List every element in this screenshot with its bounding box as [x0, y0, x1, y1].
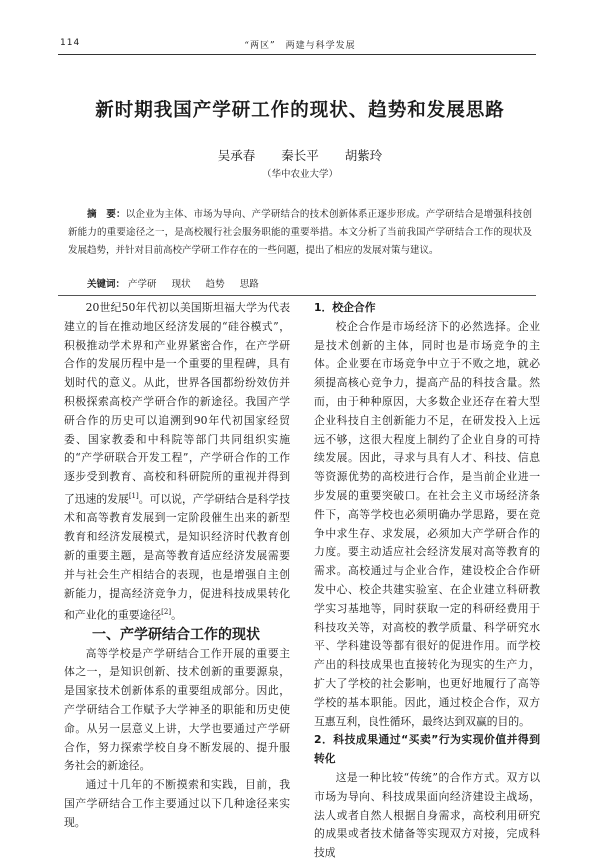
keywords [68, 276, 532, 294]
article-title: 新时期我国产学研工作的现状、趋势和发展思路 [95, 100, 505, 121]
author-name: 吴承春 [217, 148, 256, 163]
citation: [2] [161, 608, 172, 617]
running-head [60, 38, 540, 52]
paragraph: 这是一种比较“传统”的合作方式。双方以市场为导向、科技成果面向经济建设主战场，法人或者自然人根据自身需求，高校利用研究的成果或者技术储备等实现双方对接，完成科技成 [314, 770, 540, 860]
subsection-heading: 1．校企合作 [314, 301, 376, 314]
header-rule [58, 54, 536, 55]
citation: [1] [128, 491, 139, 500]
abstract-text: 以企业为主体、市场为导向、产学研结合的技术创新体系正逐步形成。产学研结合是增强科技创新能力的重要途径之一，是高校履行社会服务职能的重要举措。本文分析了当前我国产学研结合工作的现状及发展趋势，并针对目前高校产学研工作存在的一些问题，提出了相应的发展对策与建议。 [68, 209, 532, 256]
paragraph: 高等学校是产学研结合工作开展的重要主体之一，是知识创新、技术创新的重要源泉，是国家技术创新体系的重要组成部分。因此，产学研结合工作赋予大学神圣的职能和历史使命。从另一层意义上讲，大学也要通过产学研合作，努力探索学校自身不断发展的、提升服务社会的新途径。 [64, 646, 290, 773]
left-column [64, 299, 290, 833]
author-name: 胡紫玲 [344, 148, 383, 163]
abstract-divider [58, 295, 536, 296]
keyword: 产学研 [128, 279, 157, 290]
author-list [0, 146, 600, 164]
keywords-label: 关键词： [87, 279, 126, 290]
paragraph: 通过十几年的不断摸索和实践，目前，我国产学研结合工作主要通过以下几种途径来实现。 [64, 778, 290, 829]
abstract-label: 摘 要： [87, 209, 126, 220]
section-heading: 一、产学研结合工作的现状 [92, 626, 260, 643]
author-name: 秦长平 [281, 148, 319, 163]
page-number: 114 [60, 38, 81, 48]
journal-title: “两区” 两建与科学发展 [244, 41, 356, 51]
keyword: 趋势 [205, 279, 225, 290]
affiliation: （华中农业大学） [261, 169, 338, 180]
paragraph: 校企合作是市场经济下的必然选择。企业是技术创新的主体，同时也是市场竞争的主体。企业要在市场竞争中立于不败之地，就必须提高核心竞争力，提高产品的科技含量。然而，由于种种原因，大多数企业还存在着大型企业科技自主创新能力不足，在研发投入上远远不够，这很大程度上制约了企业自身的可持续发展。因此，寻求与具有人才、科技、信息等资源优势的高校进行合作，是当前企业进一步发展的重要突破口。在社会主义市场经济条件下，高等学校也必须明确办学思路，要在竞争中求生存、求发展，必须加大产学研合作的力度。要主动适应社会经济发展对高等教育的需求。高校通过与企业合作，建设校企合作研发中心、校企共建实验室、在企业建立科研教学实习基地等，同时获取一定的科研经费用于科技攻关等，对高校的教学质量、科学研究水平、学科建设等都有很好的促进作用。而学校产出的科技成果也直接转化为现实的生产力，扩大了学校的社会影响，也更好地履行了高等学校的基本职能。因此，通过校企合作，双方互惠互利，良性循环，最终达到双赢的目的。 [314, 319, 540, 728]
subsection-heading: 2．科技成果通过“买卖”行为实现价值并得到转化 [314, 733, 540, 766]
keyword: 现状 [171, 279, 191, 290]
keyword: 思路 [239, 279, 259, 290]
right-column [314, 299, 540, 863]
paragraph: 20世纪50年代初以美国斯坦福大学为代表建立的旨在推动地区经济发展的“硅谷模式”，积极推动学术界和产业界紧密合作，在产学研合作的发展历程中是一个重要的里程碑，具有划时代的意义。从此，世界各国都纷纷效仿并积极探索高校产学研合作的新途径。我国产学研合作的历史可以追溯到90年代初国家经贸委、国家教委和中科院等部门共同组织实施的“产学研联合开发工程”，产学研合作的工作逐步受到教育、高校和科研院所的重视并得到了迅速的发展[1]。可以说，产学研结合是科学技术和高等教育发展到一定阶段催生出来的新型教育和经济发展模式，是知识经济时代教育创新的重要主题，是高等教育适应经济发展需要并与社会生产相结合的表现，也是增强自主创新能力，提高经济竞争力，促进科技成果转化和产业化的重要途径[2]。 [64, 301, 291, 622]
abstract [68, 206, 532, 260]
